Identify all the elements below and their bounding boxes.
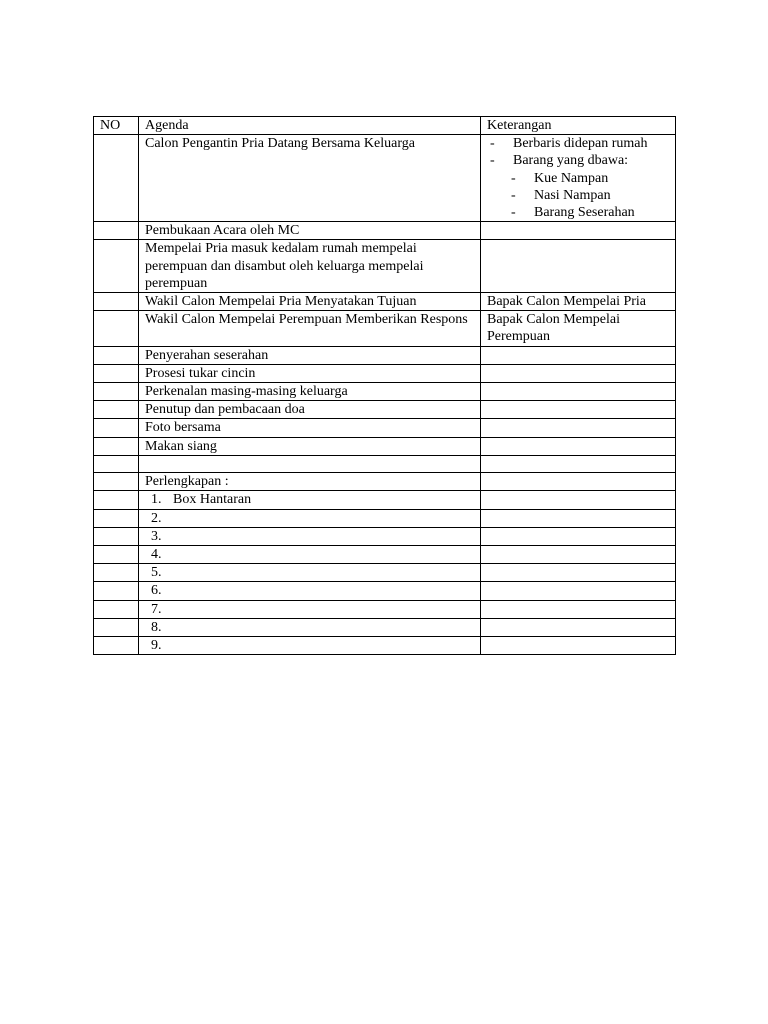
perlengkapan-row (94, 600, 676, 618)
table-row (94, 401, 676, 419)
list-number: 5. (151, 565, 162, 581)
perlengkapan-row (94, 527, 676, 545)
bullet-item: - Berbaris didepan rumah (487, 135, 669, 152)
cell-no (94, 473, 139, 491)
table-row (94, 419, 676, 437)
table-row (94, 222, 676, 240)
cell-no (94, 383, 139, 401)
cell-no (94, 311, 139, 346)
cell-keterangan (481, 222, 676, 240)
perlengkapan-row (94, 546, 676, 564)
list-number: 4. (151, 547, 162, 563)
table-row (94, 383, 676, 401)
sub-bullet-item: - Barang Seserahan (487, 204, 669, 221)
cell-keterangan (481, 473, 676, 491)
sub-bullet-item: - Nasi Nampan (487, 187, 669, 204)
cell-no (94, 582, 139, 600)
cell-no (94, 401, 139, 419)
list-number: 9. (151, 638, 162, 654)
cell-keterangan (481, 364, 676, 382)
perlengkapan-row (94, 491, 676, 509)
perlengkapan-row (94, 618, 676, 636)
cell-agenda: Penyerahan seserahan (139, 346, 481, 364)
cell-no (94, 491, 139, 509)
cell-keterangan (481, 600, 676, 618)
cell-keterangan (481, 546, 676, 564)
cell-agenda (139, 509, 481, 527)
cell-no (94, 546, 139, 564)
bullet-item: - Barang yang dbawa: (487, 152, 669, 169)
cell-no (94, 364, 139, 382)
list-number: 8. (151, 619, 162, 635)
table-row (94, 311, 676, 346)
perlengkapan-row (94, 509, 676, 527)
table-row (94, 293, 676, 311)
cell-agenda: Mempelai Pria masuk kedalam rumah mempelai perempuan dan disambut oleh keluarga mempelai perempuan (139, 240, 481, 293)
header-keterangan: Keterangan (481, 117, 676, 135)
cell-agenda (139, 582, 481, 600)
cell-agenda (139, 637, 481, 655)
perlengkapan-row (94, 564, 676, 582)
cell-agenda: Prosesi tukar cincin (139, 364, 481, 382)
cell-no (94, 564, 139, 582)
cell-no (94, 293, 139, 311)
cell-keterangan (481, 491, 676, 509)
list-number: 7. (151, 601, 162, 617)
cell-agenda (139, 527, 481, 545)
cell-no (94, 600, 139, 618)
table-row (94, 473, 676, 491)
cell-keterangan (481, 401, 676, 419)
keterangan-bullet-list (487, 135, 669, 221)
header-agenda: Agenda (139, 117, 481, 135)
cell-agenda: Penutup dan pembacaan doa (139, 401, 481, 419)
cell-keterangan (481, 582, 676, 600)
cell-no (94, 618, 139, 636)
cell-keterangan: Bapak Calon Mempelai Perempuan (481, 311, 676, 346)
cell-keterangan (481, 564, 676, 582)
cell-keterangan (481, 509, 676, 527)
cell-keterangan (481, 527, 676, 545)
list-number: 3. (151, 528, 162, 544)
cell-keterangan: Bapak Calon Mempelai Pria (481, 293, 676, 311)
cell-no (94, 419, 139, 437)
sub-bullet-item: - Kue Nampan (487, 170, 669, 187)
cell-agenda (139, 455, 481, 472)
cell-keterangan (481, 240, 676, 293)
cell-no (94, 240, 139, 293)
perlengkapan-row (94, 582, 676, 600)
cell-no (94, 437, 139, 455)
cell-no (94, 222, 139, 240)
cell-agenda: Foto bersama (139, 419, 481, 437)
list-number: 6. (151, 583, 162, 599)
cell-keterangan (481, 618, 676, 636)
list-number: 2. (151, 510, 162, 526)
table-header-row (94, 117, 676, 135)
cell-no (94, 527, 139, 545)
cell-agenda (139, 491, 481, 509)
cell-keterangan (481, 419, 676, 437)
cell-keterangan (481, 455, 676, 472)
cell-agenda: Wakil Calon Mempelai Perempuan Memberikan Respons (139, 311, 481, 346)
cell-keterangan (481, 437, 676, 455)
cell-agenda: Perlengkapan : (139, 473, 481, 491)
cell-keterangan (481, 637, 676, 655)
cell-keterangan (481, 346, 676, 364)
perlengkapan-item: Box Hantaran (173, 492, 252, 508)
table-row (94, 135, 676, 222)
cell-agenda: Calon Pengantin Pria Datang Bersama Keluarga (139, 135, 481, 222)
cell-agenda: Makan siang (139, 437, 481, 455)
table-row (94, 364, 676, 382)
table-row (94, 240, 676, 293)
cell-agenda (139, 618, 481, 636)
agenda-table (93, 116, 676, 655)
table-row (94, 437, 676, 455)
table-row (94, 455, 676, 472)
table-row (94, 346, 676, 364)
cell-agenda: Wakil Calon Mempelai Pria Menyatakan Tujuan (139, 293, 481, 311)
agenda-table-body (94, 117, 676, 655)
cell-no (94, 346, 139, 364)
cell-no (94, 637, 139, 655)
cell-agenda: Pembukaan Acara oleh MC (139, 222, 481, 240)
list-number: 1. (151, 492, 162, 508)
cell-agenda: Perkenalan masing-masing keluarga (139, 383, 481, 401)
cell-keterangan (481, 383, 676, 401)
cell-keterangan (481, 135, 676, 222)
cell-agenda (139, 546, 481, 564)
cell-no (94, 455, 139, 472)
header-no: NO (94, 117, 139, 135)
cell-agenda (139, 600, 481, 618)
perlengkapan-row (94, 637, 676, 655)
cell-no (94, 135, 139, 222)
cell-no (94, 509, 139, 527)
cell-agenda (139, 564, 481, 582)
